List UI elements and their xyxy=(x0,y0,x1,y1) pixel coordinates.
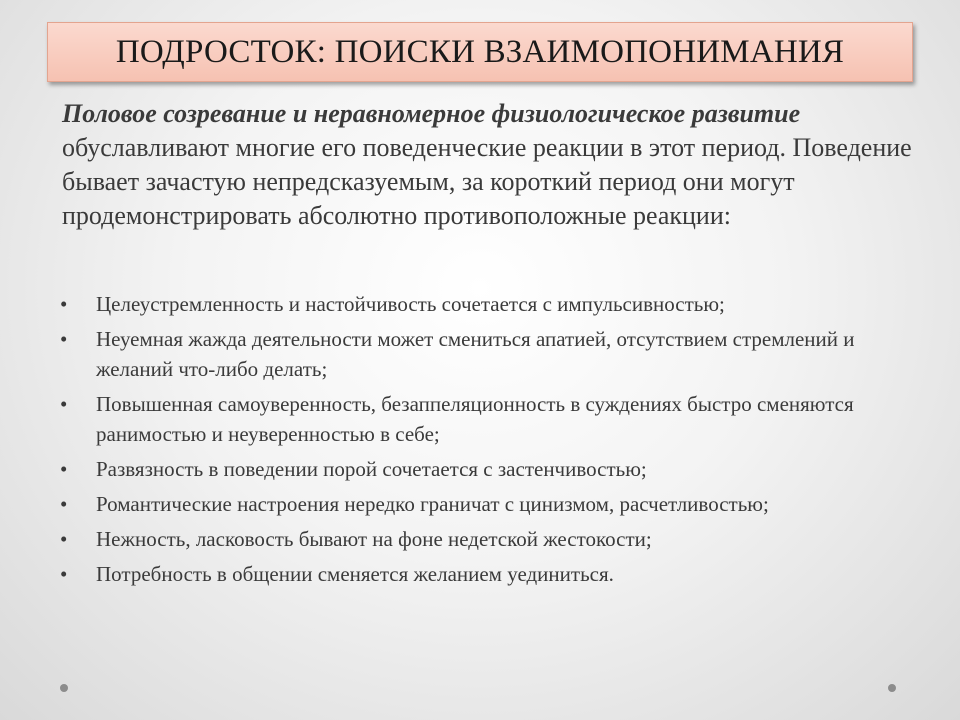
bullet-item xyxy=(58,489,918,519)
bullet-text: Романтические настроения нередко граничат с цинизмом, расчетливостью; xyxy=(96,492,769,516)
intro-emphasis: Половое созревание и неравномерное физиологическое развитие xyxy=(62,99,801,128)
bullet-item xyxy=(58,524,918,554)
bullet-text: Целеустремленность и настойчивость сочетается с импульсивностью; xyxy=(96,292,725,316)
bullet-marker: • xyxy=(60,527,68,551)
bullet-marker: • xyxy=(60,292,68,316)
corner-dot-icon-left xyxy=(60,684,68,692)
bullet-marker: • xyxy=(60,492,68,516)
slide-title: ПОДРОСТОК: ПОИСКИ ВЗАИМОПОНИМАНИЯ xyxy=(115,33,845,70)
bullet-text: Неуемная жажда деятельности может смениться апатией, отсутствием стремлений и желаний что-либо делать; xyxy=(96,327,855,381)
bullet-marker: • xyxy=(60,327,68,351)
bullet-text: Нежность, ласковость бывают на фоне недетской жестокости; xyxy=(96,527,652,551)
title-banner xyxy=(47,22,913,82)
bullet-text: Потребность в общении сменяется желанием уединиться. xyxy=(96,562,614,586)
bullet-item xyxy=(58,389,918,449)
bullet-marker: • xyxy=(60,457,68,481)
bullet-item xyxy=(58,559,918,589)
bullet-text: Повышенная самоуверенность, безаппеляционность в суждениях быстро сменяются ранимостью и неуверенностью в себе; xyxy=(96,392,854,446)
intro-paragraph xyxy=(62,97,912,233)
bullet-list xyxy=(58,289,918,594)
bullet-item xyxy=(58,289,918,319)
bullet-text: Развязность в поведении порой сочетается с застенчивостью; xyxy=(96,457,647,481)
bullet-marker: • xyxy=(60,392,68,416)
corner-dot-icon-right xyxy=(888,684,896,692)
bullet-item xyxy=(58,324,918,384)
bullet-marker: • xyxy=(60,562,68,586)
intro-text: обуславливают многие его поведенческие реакции в этот период. Поведение бывает зачастую непредсказуемым, за короткий период они могут продемонстрировать абсолютно противоположные реакции: xyxy=(62,133,912,230)
bullet-item xyxy=(58,454,918,484)
